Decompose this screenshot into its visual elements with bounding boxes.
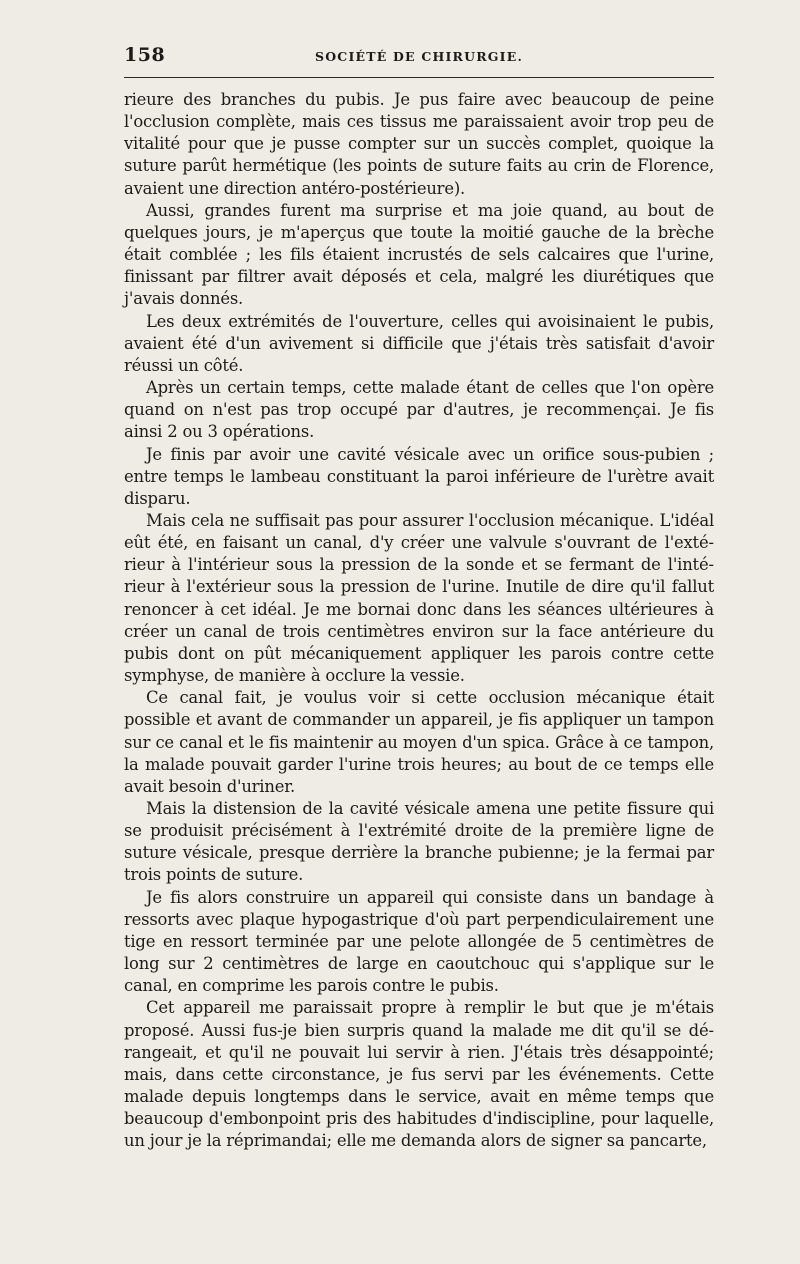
paragraph: Mais cela ne suffisait pas pour assurer l'occlusion mécanique. L'idéal eût été, en faisant un canal, d'y créer une valvule s'ouvrant de l'extérieur à l'intérieur sous la pression de la sonde et se fermant de l'intérieur à l'extérieur sous la pression de l'urine. Inutile de dire qu'il fallut renoncer à cet idéal. Je me bornai donc dans les séances ultérieures à créer un canal de trois centimètres environ sur la face antérieure du pubis dont on pût mécaniquement appliquer les parois contre cette symphyse, de manière à occlure la vessie. (124, 510, 714, 686)
page-header (124, 44, 714, 70)
paragraph: rieure des branches du pubis. Je pus faire avec beaucoup de peine l'occlusion complète, mais ces tissus me paraissaient avoir trop peu de vitalité pour que je pusse compter sur un succès complet, quoique la suture parût hermétique (les points de suture faits au crin de Florence, avaient une direction antéro-postérieure). (124, 90, 714, 198)
page-number: 158 (124, 44, 166, 66)
paragraph: Je fis alors construire un appareil qui consiste dans un bandage à ressorts avec plaque hypogastrique d'où part perpendiculairement une tige en ressort terminée par une pelote allongée de 5 centimètres de long sur 2 centimètres de large en caoutchouc qui s'applique sur le canal, en comprime les parois contre le pubis. (124, 887, 714, 996)
running-head: SOCIÉTÉ DE CHIRURGIE. (314, 49, 524, 64)
paragraph: Mais la distension de la cavité vésicale amena une petite fissure qui se produisit précisément à l'extrémité droite de la première ligne de suture vésicale, presque derrière la branche pubienne; je la fermai par trois points de suture. (124, 799, 714, 885)
body-text (124, 89, 714, 1153)
paragraph: Cet appareil me paraissait propre à remplir le but que je m'étais proposé. Aussi fus-je bien surpris quand la malade me dit qu'il se dérangeait, et qu'il ne pouvait lui servir à rien. J'étais très désappointé; mais, dans cette circonstance, je fus servi par les événements. Cette malade depuis longtemps dans le service, avait en même temps que beaucoup d'embonpoint pris des habitudes d'indiscipline, pour laquelle, un jour je la réprimandai; elle me demanda alors de signer sa pancarte, (124, 998, 714, 1151)
paragraph: Je finis par avoir une cavité vésicale avec un orifice sous-pubien ; entre temps le lambeau constituant la paroi inférieure de l'urètre avait disparu. (124, 444, 714, 508)
paragraph: Les deux extrémités de l'ouverture, celles qui avoisinaient le pubis, avaient été d'un avivement si difficile que j'étais très satisfait d'avoir réussi un côté. (124, 311, 714, 375)
header-rule (124, 77, 714, 78)
paragraph: Aussi, grandes furent ma surprise et ma joie quand, au bout de quelques jours, je m'aperçus que toute la moitié gauche de la brèche était comblée ; les fils étaient incrustés de sels calcaires que l'urine, finissant par filtrer avait déposés et cela, malgré les diurétiques que j'avais donnés. (124, 200, 714, 309)
paragraph: Ce canal fait, je voulus voir si cette occlusion mécanique était possible et avant de commander un appareil, je fis appliquer un tampon sur ce canal et le fis maintenir au moyen d'un spica. Grâce à ce tampon, la malade pouvait garder l'urine trois heures; au bout de ce temps elle avait besoin d'uriner. (124, 688, 714, 796)
paragraph: Après un certain temps, cette malade étant de celles que l'on opère quand on n'est pas trop occupé par d'autres, je recommençai. Je fis ainsi 2 ou 3 opérations. (124, 378, 714, 442)
